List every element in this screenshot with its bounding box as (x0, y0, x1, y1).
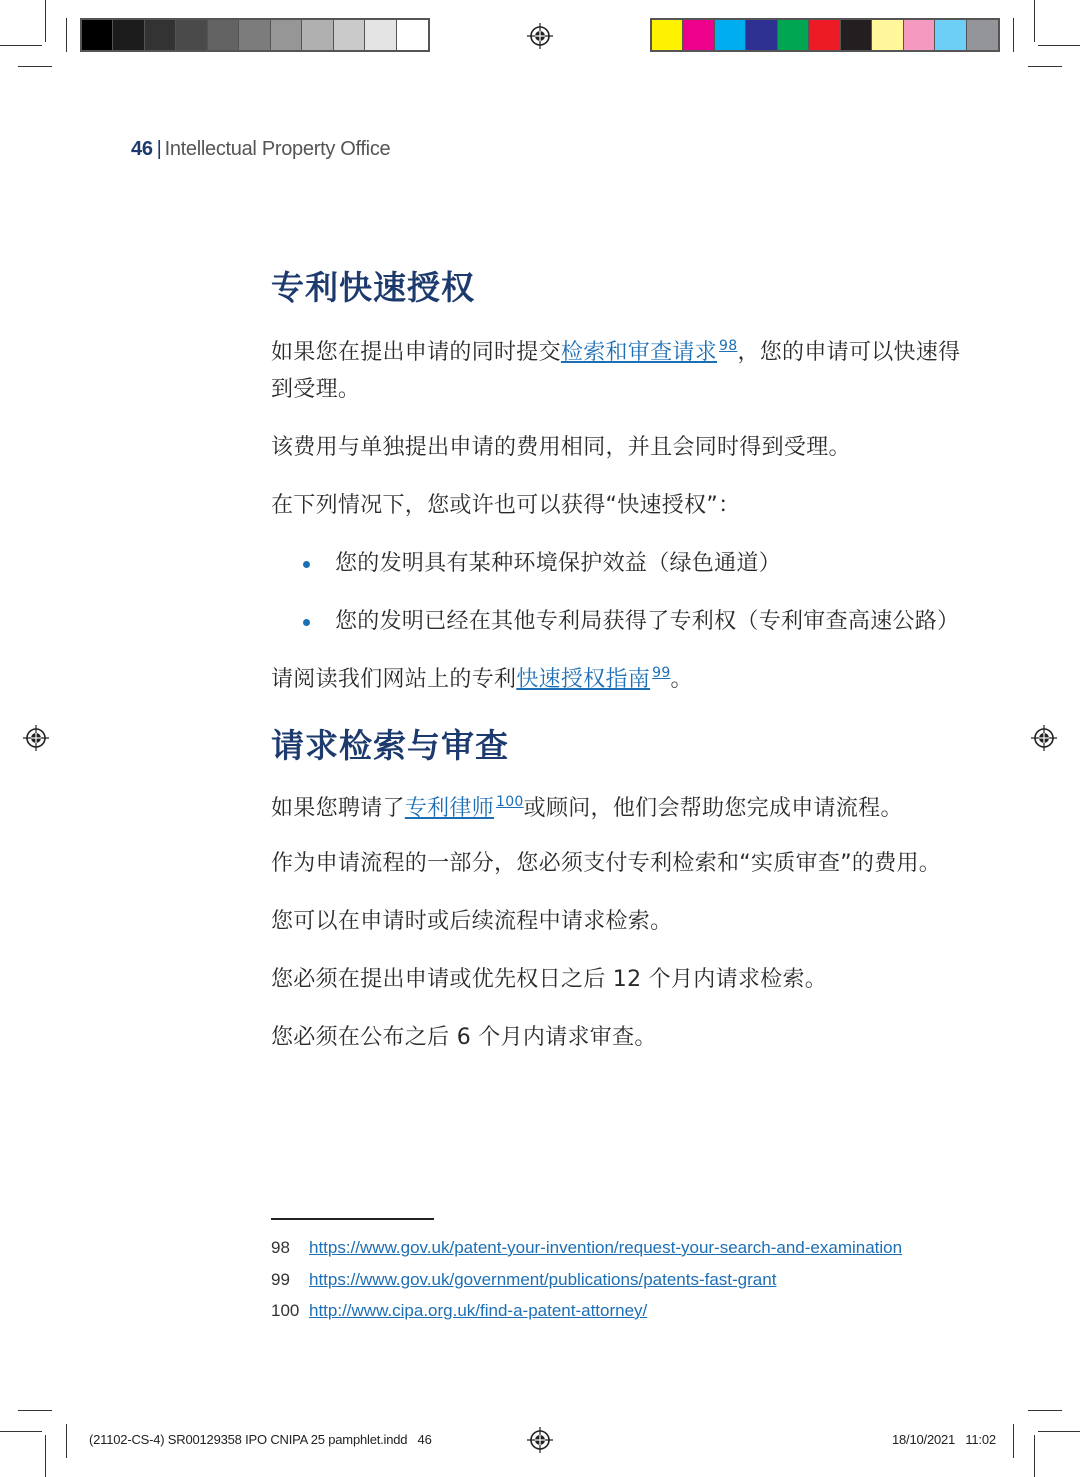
crop-mark (45, 1435, 46, 1477)
footnote-ref-98[interactable]: 98 (719, 338, 738, 354)
list-item (271, 603, 961, 640)
bullet-icon (303, 561, 310, 568)
grayscale-color-bar (80, 18, 430, 52)
patent-attorney-link[interactable]: 专利律师 (404, 796, 495, 821)
crop-mark (1028, 66, 1062, 67)
gray-swatch-5 (208, 20, 239, 50)
footnote-ref-100[interactable]: 100 (496, 794, 524, 810)
paragraph-text: 如果您聘请了 (271, 796, 405, 821)
gray-swatch-4 (176, 20, 207, 50)
paragraph: 该费用与单独提出申请的费用相同，并且会同时得到受理。 (271, 435, 851, 460)
footnote-number: 100 (271, 1301, 300, 1320)
list-item-text: 您的发明已经在其他专利局获得了专利权（专利审查高速公路） (335, 609, 960, 634)
process-swatch-2 (683, 20, 714, 50)
footnote-100 (271, 1295, 911, 1327)
fast-grant-guide-link[interactable]: 快速授权指南 (516, 667, 651, 692)
slug-date: 18/10/2021 (892, 1432, 956, 1447)
process-swatch-8 (872, 20, 903, 50)
section-heading-fast-grant: 专利快速授权 (271, 268, 475, 307)
process-swatch-6 (809, 20, 840, 50)
bullet-icon (303, 619, 310, 626)
slug-timestamp (892, 1432, 996, 1447)
paragraph (271, 661, 961, 698)
registration-mark-icon (527, 1427, 553, 1453)
paragraph: 您必须在提出申请或优先权日之后 12 个月内请求检索。 (271, 967, 828, 992)
search-examination-request-link[interactable]: 检索和审查请求 (560, 340, 718, 365)
crop-mark (18, 1410, 52, 1411)
paragraph: 您必须在公布之后 6 个月内请求审查。 (271, 1025, 657, 1050)
gray-swatch-2 (113, 20, 144, 50)
paragraph-text: 。 (670, 667, 693, 692)
section-heading-search-examination: 请求检索与审查 (271, 726, 509, 765)
crop-mark (1013, 18, 1014, 52)
crop-mark (1038, 45, 1080, 46)
publisher-name: Intellectual Property Office (164, 138, 391, 160)
process-swatch-9 (904, 20, 935, 50)
process-swatch-11 (967, 20, 998, 50)
registration-mark-icon (527, 23, 553, 49)
process-swatch-3 (715, 20, 746, 50)
footnote-ref-99[interactable]: 99 (652, 665, 671, 681)
process-swatch-4 (746, 20, 777, 50)
paragraph-text: 如果您在提出申请的同时提交 (271, 340, 561, 365)
process-swatch-10 (935, 20, 966, 50)
process-swatch-5 (778, 20, 809, 50)
paragraph: 作为申请流程的一部分，您必须支付专利检索和“实质审查”的费用。 (271, 851, 942, 876)
footnote-link[interactable]: https://www.gov.uk/patent-your-invention/request-your-search-and-examination (309, 1238, 903, 1257)
footnote-number: 98 (271, 1238, 290, 1257)
bullet-list (271, 545, 961, 640)
paragraph (271, 334, 961, 408)
crop-mark (66, 18, 67, 52)
footnotes (271, 1232, 911, 1327)
list-item (271, 545, 961, 582)
paragraph: 在下列情况下，您或许也可以获得“快速授权”： (271, 493, 741, 518)
slug-time: 11:02 (965, 1432, 996, 1447)
paragraph-text: 请阅读我们网站上的专利 (271, 667, 517, 692)
crop-mark (45, 0, 46, 42)
registration-mark-icon (1031, 725, 1057, 751)
crop-mark (0, 45, 42, 46)
crop-mark (66, 1424, 67, 1458)
gray-swatch-10 (365, 20, 396, 50)
crop-mark (1038, 1431, 1080, 1432)
crop-mark (18, 66, 52, 67)
footnote-link[interactable]: http://www.cipa.org.uk/find-a-patent-attorney/ (309, 1301, 648, 1320)
gray-swatch-7 (271, 20, 302, 50)
gray-swatch-6 (239, 20, 270, 50)
header-separator: | (156, 138, 162, 160)
process-swatch-1 (652, 20, 683, 50)
running-header (131, 138, 390, 161)
list-item-text: 您的发明具有某种环境保护效益（绿色通道） (335, 551, 782, 576)
gray-swatch-8 (302, 20, 333, 50)
paragraph: 您可以在申请时或后续流程中请求检索。 (271, 909, 673, 934)
page-number: 46 (131, 138, 153, 160)
footnote-number: 99 (271, 1269, 290, 1289)
paragraph-text: ，您的申请可以快速得到受理。 (271, 340, 961, 402)
slug-file-info: (21102-CS-4) SR00129358 IPO CNIPA 25 pamphlet.indd 46 (89, 1432, 432, 1447)
footnote-divider (271, 1218, 434, 1220)
footnote-98 (271, 1232, 911, 1264)
gray-swatch-3 (145, 20, 176, 50)
gray-swatch-1 (82, 20, 113, 50)
crop-mark (0, 1431, 42, 1432)
gray-swatch-9 (334, 20, 365, 50)
crop-mark (1034, 1435, 1035, 1477)
crop-mark (1028, 1410, 1062, 1411)
footnote-99 (271, 1264, 911, 1296)
registration-mark-icon (23, 725, 49, 751)
crop-mark (1013, 1424, 1014, 1458)
footnote-link[interactable]: https://www.gov.uk/government/publications/patents-fast-grant (309, 1269, 777, 1289)
process-color-bar (650, 18, 1000, 52)
main-content (271, 262, 961, 1056)
paragraph (271, 790, 961, 827)
paragraph-text: 或顾问，他们会帮助您完成申请流程。 (523, 796, 903, 821)
process-swatch-7 (841, 20, 872, 50)
crop-mark (1034, 0, 1035, 42)
gray-swatch-11 (397, 20, 428, 50)
